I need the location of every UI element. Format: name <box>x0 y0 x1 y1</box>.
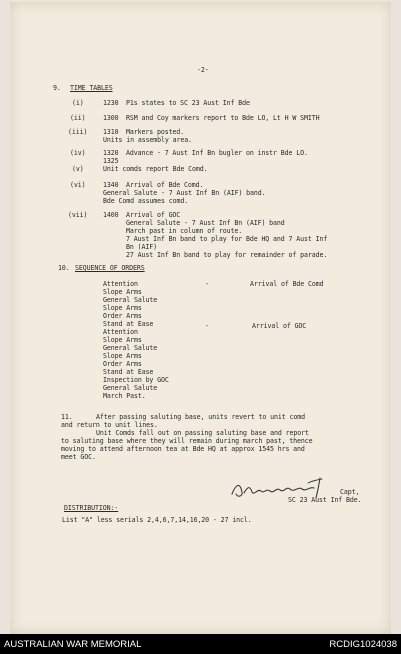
entry-line: Unit comds report Bde Comd. <box>103 165 208 173</box>
entry-line: Arrival of GOC <box>126 211 181 219</box>
entry-roman: (ii) <box>70 114 86 122</box>
entry-line: General Salute - 7 Aust Inf Bn (AIF) band. <box>103 189 266 197</box>
entry-line: Bn (AIF) <box>126 243 157 251</box>
section-10-number: 10. <box>58 264 70 272</box>
order-event-goc: Arrival of GOC <box>252 322 307 330</box>
entry-line: General Salute - 7 Aust Inf Bn (AIF) band <box>126 219 285 227</box>
entry-time: 1230 <box>103 99 119 107</box>
order-item: Slope Arms <box>103 304 142 312</box>
entry-time: 1300 <box>103 114 119 122</box>
entry-roman: (iii) <box>68 128 88 136</box>
entry-roman: (vii) <box>68 211 88 219</box>
entry-line: P1s states to SC 23 Aust Inf Bde <box>126 99 250 107</box>
section-9-number: 9. <box>53 84 61 92</box>
order-item: Stand at Ease <box>103 320 154 328</box>
para-11-line: and return to unit lines. <box>61 421 158 429</box>
order-item: Slope Arms <box>103 352 142 360</box>
entry-line: 7 Aust Inf Bn band to play for Bde HQ and 7 Aust Inf <box>126 235 328 243</box>
entry-roman: (vi) <box>70 181 86 189</box>
order-item: Inspection by GOC <box>103 376 169 384</box>
order-item: Attention <box>103 280 138 288</box>
order-item: General Salute <box>103 384 158 392</box>
order-item: Order Arms <box>103 312 142 320</box>
entry-line: Bde Comd assumes comd. <box>103 197 189 205</box>
entry-line: Units in assembly area. <box>103 136 193 144</box>
distribution-title: DISTRIBUTION:- <box>64 504 119 512</box>
entry-roman: (iv) <box>70 149 86 157</box>
signature-unit: SC 23 Aust Inf Bde. <box>288 496 362 504</box>
para-11-line: Unit Comds fall out on passing saluting base and report <box>96 429 309 437</box>
order-item: Slope Arms <box>103 288 142 296</box>
entry-line: March past in column of route. <box>126 227 243 235</box>
order-item: General Salute <box>103 344 158 352</box>
archive-name: AUSTRALIAN WAR MEMORIAL <box>4 639 142 650</box>
archive-record-id: RCDIG1024038 <box>329 639 397 650</box>
order-item: Slope Arms <box>103 336 142 344</box>
entry-line: 27 Aust Inf Bn band to play for remainder of parade. <box>126 251 328 259</box>
entry-time: 1400 <box>103 211 119 219</box>
entry-line: RSM and Coy markers report to Bde LO, Lt H W SMITH <box>126 114 320 122</box>
para-11-line: moving to attend afternoon tea at Bde HQ at approx 1545 hrs and <box>61 445 305 453</box>
entry-line: Advance - 7 Aust Inf Bn bugler on instr Bde LO. <box>126 149 308 157</box>
para-11-line: After passing saluting base, units revert to unit comd <box>96 413 305 421</box>
section-9-title: TIME TABLES <box>70 84 113 92</box>
para-11-line: meet GOC. <box>61 453 96 461</box>
document-page <box>10 2 391 634</box>
entry-time: 1310 <box>103 128 119 136</box>
section-10-title: SEQUENCE OF ORDERS <box>75 264 145 272</box>
entry-time: 1340 <box>103 181 119 189</box>
page-number: -2- <box>197 66 209 74</box>
entry-time: 1320 <box>103 149 119 157</box>
order-item: Attention <box>103 328 138 336</box>
order-item: Order Arms <box>103 360 142 368</box>
distribution-text: List "A" less serials 2,4,6,7,14,16,20 - 27 incl. <box>62 516 252 524</box>
order-dash: - <box>205 322 209 330</box>
para-11-line: to saluting base where they will remain during march past, thence <box>61 437 313 445</box>
order-item: March Past. <box>103 392 146 400</box>
entry-roman: (v) <box>72 165 84 173</box>
signature-rank: Capt, <box>340 488 360 496</box>
order-item: Stand at Ease <box>103 368 154 376</box>
order-event-bde-comd: Arrival of Bde Comd <box>250 280 324 288</box>
para-11-number: 11. <box>61 413 73 421</box>
entry-roman: (i) <box>72 99 84 107</box>
entry-line: Arrival of Bde Comd. <box>126 181 204 189</box>
entry-line: 1325 <box>103 157 119 165</box>
archive-footer <box>0 634 401 654</box>
order-item: General Salute <box>103 296 158 304</box>
order-dash: - <box>205 280 209 288</box>
entry-line: Markers posted. <box>126 128 185 136</box>
